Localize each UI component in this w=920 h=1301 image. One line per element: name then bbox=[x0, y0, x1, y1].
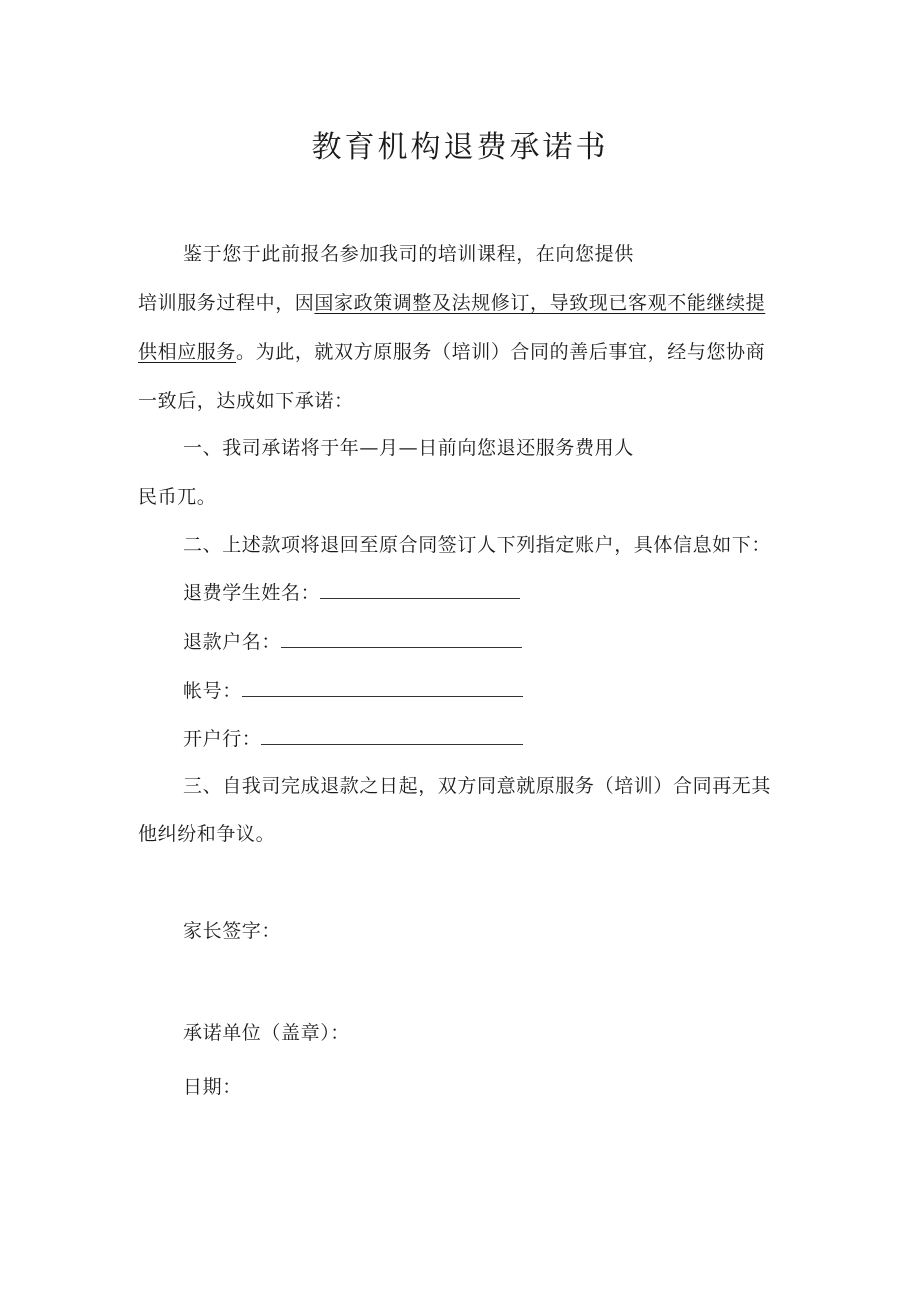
field-student-name bbox=[183, 578, 520, 607]
para1-line2 bbox=[138, 289, 765, 317]
field-account-number bbox=[183, 676, 523, 705]
para1-line3 bbox=[138, 338, 765, 366]
document-title: 教育机构退费承诺书 bbox=[311, 130, 609, 165]
para1-line1: 鉴于您于此前报名参加我司的培训课程，在向您提供 bbox=[183, 243, 634, 265]
para1-line2-underlined: 国家政策调整及法规修订，导致现已客观不能继续提 bbox=[314, 292, 766, 314]
item3-line1: 三、自我司完成退款之日起，双方同意就原服务（培训）合同再无其 bbox=[183, 775, 772, 797]
item2-intro: 二、上述款项将退回至原合同签订人下列指定账户，具体信息如下： bbox=[183, 534, 772, 556]
para1-line2-prefix: 培训服务过程中，因 bbox=[138, 292, 315, 314]
field-account-name bbox=[183, 627, 522, 656]
unit-seal-label: 承诺单位（盖章）： bbox=[183, 1022, 350, 1044]
field-bank bbox=[183, 724, 523, 753]
field-account-name-label: 退款户名： bbox=[183, 631, 282, 653]
date-label: 日期： bbox=[183, 1076, 242, 1098]
field-account-name-blank[interactable] bbox=[281, 627, 522, 648]
field-student-name-blank[interactable] bbox=[320, 578, 520, 599]
parent-signature-label: 家长签字： bbox=[183, 920, 282, 942]
field-bank-label: 开户行： bbox=[183, 728, 262, 750]
field-student-name-label: 退费学生姓名： bbox=[183, 582, 321, 604]
para1-line3-underlined: 供相应服务 bbox=[138, 341, 237, 363]
field-account-number-label: 帐号： bbox=[183, 680, 242, 702]
item3-line2: 他纠纷和争议。 bbox=[138, 823, 276, 845]
para1-line4: 一致后，达成如下承诺： bbox=[138, 390, 354, 412]
field-bank-blank[interactable] bbox=[261, 724, 523, 745]
para1-line3-suffix: 。为此，就双方原服务（培训）合同的善后事宜，经与您协商 bbox=[236, 341, 766, 363]
field-account-number-blank[interactable] bbox=[242, 676, 523, 697]
item1-line1: 一、我司承诺将于年—月—日前向您退还服务费用人 bbox=[183, 437, 634, 459]
item1-line2: 民币兀。 bbox=[138, 486, 217, 508]
